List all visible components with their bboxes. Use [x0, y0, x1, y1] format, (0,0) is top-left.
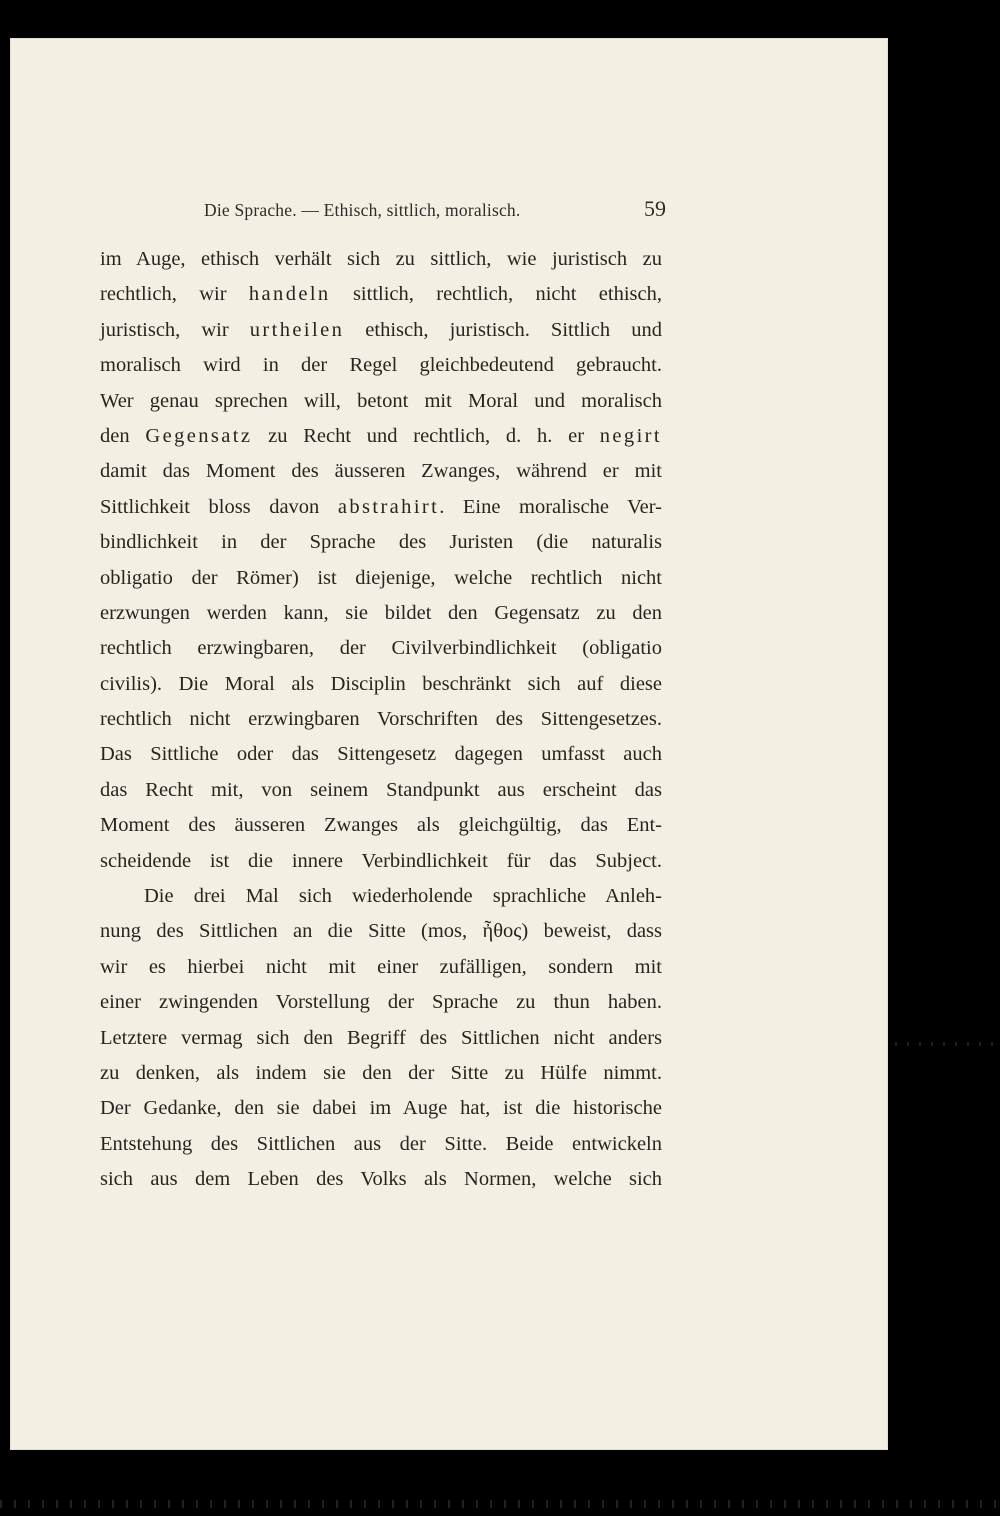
text-line — [100, 1021, 662, 1056]
spaced-word: Gegensatz — [145, 424, 253, 447]
text-line — [100, 561, 662, 596]
text-run: rechtlich, wir — [100, 283, 249, 306]
text-run: Die drei Mal sich wiederholende sprachliche Anleh- — [144, 885, 662, 908]
page-header — [104, 198, 666, 224]
text-run: bindlichkeit in der Sprache des Juristen (die naturalis — [100, 531, 662, 554]
text-line — [100, 667, 662, 702]
text-line — [100, 1056, 662, 1091]
text-run: nung des Sittlichen an die Sitte (mos, ἦθος) beweist, dass — [100, 920, 662, 943]
text-run: Entstehung des Sittlichen aus der Sitte. Beide entwickeln — [100, 1132, 662, 1155]
text-line — [100, 844, 662, 879]
text-run: wir es hierbei nicht mit einer zufälligen, sondern mit — [100, 955, 662, 978]
book-page — [10, 38, 888, 1450]
text-line — [100, 348, 662, 383]
text-run: Wer genau sprechen will, betont mit Moral und moralisch — [100, 389, 662, 412]
text-line — [100, 702, 662, 737]
scan-edge-marks-right — [895, 1042, 1000, 1046]
text-run: rechtlich erzwingbaren, der Civilverbindlichkeit (obligatio — [100, 637, 662, 660]
text-run: Sittlichkeit bloss davon — [100, 495, 338, 518]
text-run: Letztere vermag sich den Begriff des Sittlichen nicht anders — [100, 1026, 662, 1049]
text-run: rechtlich nicht erzwingbaren Vorschriften des Sittengesetzes. — [100, 708, 662, 731]
spaced-word: abstrahirt — [337, 495, 440, 518]
text-line — [100, 773, 662, 808]
scan-edge-marks — [0, 1500, 1000, 1508]
text-run: ethisch, juristisch. Sittlich und — [344, 318, 662, 341]
spaced-word: urtheilen — [249, 318, 345, 341]
text-run: zu denken, als indem sie den der Sitte zu Hülfe nimmt. — [100, 1061, 662, 1084]
text-line — [100, 454, 662, 489]
text-run: erzwungen werden kann, sie bildet den Gegensatz zu den — [100, 601, 662, 624]
text-run: im Auge, ethisch verhält sich zu sittlich, wie juristisch zu — [100, 248, 662, 270]
text-run: Das Sittliche oder das Sittengesetz dagegen umfasst auch — [100, 743, 662, 766]
text-line — [100, 1127, 662, 1162]
text-run: einer zwingenden Vorstellung der Sprache zu thun haben. — [100, 991, 662, 1014]
text-line — [100, 950, 662, 985]
text-line — [100, 313, 662, 348]
text-line — [100, 490, 662, 525]
text-line — [100, 879, 662, 914]
text-run: das Recht mit, von seinem Standpunkt aus erscheint das — [100, 778, 662, 801]
text-run: juristisch, wir — [100, 318, 250, 341]
body-text — [100, 242, 662, 1198]
text-run: . Eine moralische Ver- — [439, 495, 662, 518]
text-run: sich aus dem Leben des Volks als Normen, welche sich — [100, 1168, 662, 1191]
text-run: damit das Moment des äusseren Zwanges, während er mit — [100, 460, 662, 483]
text-line — [100, 631, 662, 666]
text-run: Moment des äusseren Zwanges als gleichgültig, das Ent- — [100, 814, 662, 837]
text-run: Der Gedanke, den sie dabei im Auge hat, ist die historische — [100, 1097, 662, 1120]
spaced-word: negirt — [599, 424, 662, 447]
text-line — [100, 419, 662, 454]
text-run: moralisch wird in der Regel gleichbedeutend gebraucht. — [100, 354, 662, 377]
text-run: obligatio der Römer) ist diejenige, welche rechtlich nicht — [100, 566, 662, 589]
text-line — [100, 242, 662, 277]
text-line — [100, 914, 662, 949]
page-number: 59 — [644, 196, 666, 221]
text-line — [100, 596, 662, 631]
text-line — [100, 1162, 662, 1197]
text-run: den — [100, 424, 146, 447]
text-line — [100, 525, 662, 560]
text-run: sittlich, rechtlich, nicht ethisch, — [330, 283, 662, 306]
text-run: zu Recht und rechtlich, d. h. er — [252, 424, 600, 447]
text-line — [100, 1091, 662, 1126]
running-head: Die Sprache. — Ethisch, sittlich, moralisch. — [204, 200, 521, 220]
text-line — [100, 384, 662, 419]
text-line — [100, 808, 662, 843]
text-line — [100, 277, 662, 312]
text-run: scheidende ist die innere Verbindlichkeit für das Subject. — [100, 849, 662, 872]
text-line — [100, 985, 662, 1020]
text-line — [100, 737, 662, 772]
spaced-word: handeln — [248, 283, 331, 306]
text-run: civilis). Die Moral als Disciplin beschränkt sich auf diese — [100, 672, 662, 695]
